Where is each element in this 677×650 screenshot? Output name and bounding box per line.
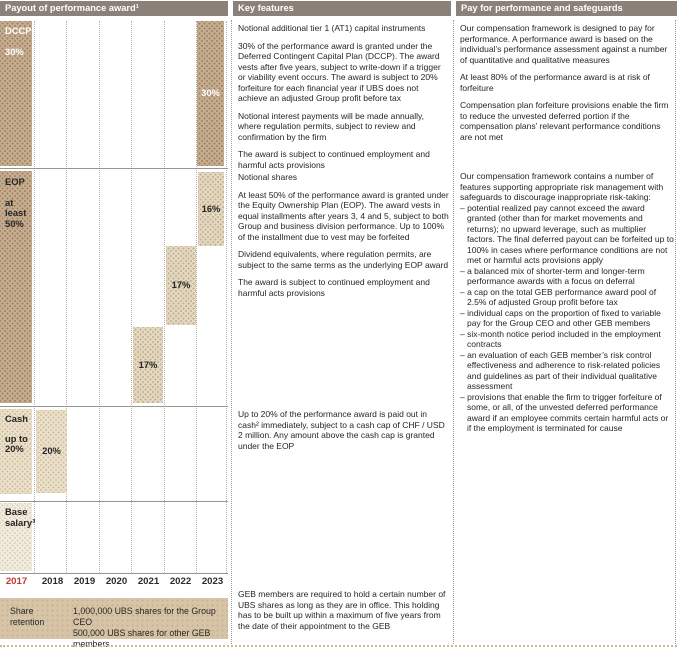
bullet-item: – individual caps on the proportion of fixed to variable pay for the Group CEO and other GEB members (460, 307, 661, 328)
paragraph: Up to 20% of the performance award is paid out in cash² immediately, subject to a cash cap of CHF / USD 2 million. Any amount above the cash cap is granted under the EOP (238, 409, 445, 451)
axis-line (0, 573, 228, 574)
paragraph: The award is subject to continued employment and harmful acts provisions (238, 277, 430, 298)
safeguards-header: Pay for performance and safeguards (456, 1, 677, 16)
bar-cash-payout-2018: 20% (36, 410, 67, 493)
section-divider (0, 406, 228, 407)
bullet-item: – provisions that enable the firm to trigger forfeiture of some, or all, of the unvested deferred performance award if an employee commits certain harmful acts or if the employment is terminated for cause (460, 391, 669, 433)
year-2020: 2020 (105, 576, 128, 587)
dccp-label: DCCP (5, 25, 32, 36)
share-retention-box (0, 598, 228, 649)
bar-eop-payout-2023: 16% (198, 172, 224, 246)
paragraph: At least 50% of the performance award is granted under the Equity Ownership Plan (EOP). The award vests in equal installments after years 3, 4 and 5, subject to both Group and business division performance. Up to 100% of the installment due to vest may be forfeited (238, 189, 449, 242)
paragraph: Our compensation framework is designed to pay for performance. A performance award is based on the individual’s performance assessment against a number of quantitative and qualitative measures (460, 23, 668, 65)
paragraph: At least 80% of the performance award is at risk of forfeiture (460, 72, 650, 93)
bullet-item: – six-month notice period included in the employment contracts (460, 328, 661, 349)
paragraph: Our compensation framework contains a number of features supporting appropriate risk management with safeguards to discourage inappropriate risk-taking: (460, 171, 664, 202)
key-features-eop-block (238, 172, 449, 298)
paragraph: GEB members are required to hold a certain number of UBS shares as long as they are in office. This holding has to be built up within a maximum of five years from the date of their appointment to the GEB (238, 589, 446, 631)
paragraph: Notional interest payments will be made annually, where regulation permits, subject to review and confirmation by the firm (238, 110, 424, 142)
key-features-cash-block (238, 409, 449, 451)
year-2023: 2023 (201, 576, 224, 587)
bar-dccp-grant (0, 21, 32, 166)
paragraph: 30% of the performance award is granted under the Deferred Contingent Capital Plan (DCCP). The award vests after five years, subject to write-down if a trigger or viability event occurs. The award is subject to 20% forfeiture for each financial year if UBS does not achieve an adjusted Group profit before tax (238, 40, 441, 103)
paragraph: The award is subject to continued employment and harmful acts provisions (238, 149, 430, 170)
bullet-item: – a cap on the total GEB performance award pool of 2.5% of adjusted Group profit before tax (460, 286, 657, 307)
base-salary-label: Base salary³ (5, 506, 36, 528)
share-retention-label: Share retention (10, 606, 45, 627)
gridline-vertical (99, 21, 100, 573)
key-features-dccp-block (238, 23, 449, 170)
paragraph: Notional additional tier 1 (AT1) capital instruments (238, 23, 426, 33)
gridline-vertical (131, 21, 132, 573)
gridline-vertical (34, 21, 35, 573)
bullet-item: – potential realized pay cannot exceed the award granted (other than for market movements and returns); no upward leverage, such as multiplier factors. The final deferred payout can be forfeited up to 100% in cases where performance conditions are not met or harmful acts provisions apply (460, 202, 674, 265)
year-2018: 2018 (41, 576, 64, 587)
cash-label: Cash (5, 413, 28, 424)
eop-label: EOP (5, 176, 25, 187)
column-separator (453, 20, 454, 644)
bullet-item: – an evaluation of each GEB member’s risk control effectiveness and adherence to risk-related policies and guidelines as part of their individual qualitative assessment (460, 349, 661, 391)
safeguards-block-1 (460, 23, 674, 142)
safeguards-block-2 (460, 171, 674, 434)
paragraph: Dividend equivalents, where regulation permits, are subject to the same terms as the underlying EOP award (238, 249, 449, 270)
bar-dccp-payout-2023: 30% (197, 21, 224, 166)
dccp-share-label: 30% (5, 45, 24, 57)
key-features-header: Key features (233, 1, 451, 16)
year-2021: 2021 (137, 576, 160, 587)
eop-share-label: at least 50% (5, 196, 27, 229)
year-2019: 2019 (73, 576, 96, 587)
paragraph: Compensation plan forfeiture provisions enable the firm to reduce the unvested deferred portion if the compensation plans’ relevant performance conditions are not met (460, 100, 669, 142)
year-2017: 2017 (5, 576, 28, 587)
gridline-vertical (226, 21, 227, 573)
share-retention-geb: 500,000 UBS shares for other GEB members (73, 628, 211, 649)
bar-eop-payout-2022: 17% (166, 246, 196, 325)
column-separator (675, 20, 676, 644)
bar-eop-grant (0, 171, 32, 403)
column-separator (231, 20, 232, 644)
share-retention-note-block (238, 589, 448, 631)
bullet-item: – a balanced mix of shorter-term and longer-term performance awards with a focus on deferral (460, 265, 645, 286)
section-divider (0, 168, 228, 169)
year-2022: 2022 (169, 576, 192, 587)
paragraph: Notional shares (238, 172, 298, 182)
bar-cash-grant (0, 409, 32, 494)
cash-share-label: up to 20% (5, 432, 28, 454)
bar-base-salary (0, 503, 36, 571)
chart-column-header: Payout of performance award¹ (0, 1, 228, 16)
share-retention-ceo: 1,000,000 UBS shares for the Group CEO (73, 606, 216, 627)
section-divider (0, 501, 228, 502)
bar-eop-payout-2021: 17% (133, 327, 163, 403)
gridline-vertical (164, 21, 165, 573)
bottom-divider (0, 645, 677, 647)
